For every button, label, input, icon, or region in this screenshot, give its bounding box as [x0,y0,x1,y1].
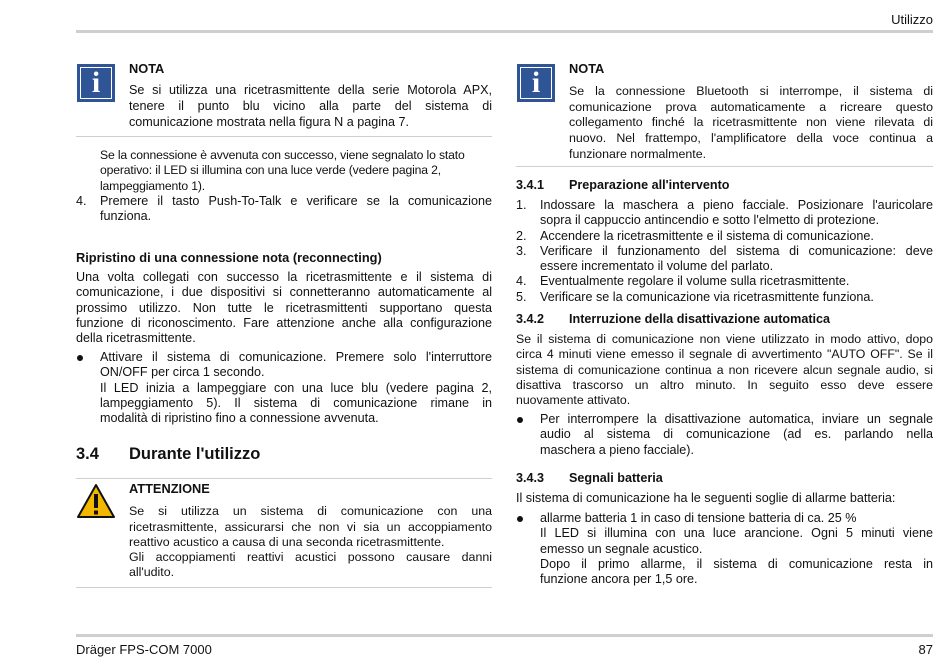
note-title: NOTA [129,61,165,76]
step3-continuation [100,148,492,194]
step-number: 1. [516,198,527,212]
bullet-line: ON/OFF per circa 1 secondo. [100,365,265,380]
step-line: sopra il cappuccio antincendio e sotto l'elmetto di protezione. [540,213,880,228]
warning-line: Se si utilizza un sistema di comunicazione con una [129,504,492,519]
paragraph-line: Se la connessione è avvenuta con successo, viene segnalato lo stato [100,148,465,162]
paragraph-line: della ricetrasmittente. [76,331,196,346]
step-number: 3. [516,243,527,258]
step-line: essere incrementato il volume del parlato. [540,259,774,274]
warning-title: ATTENZIONE [129,481,210,496]
step-number: 5. [516,289,527,304]
paragraph-line: nuovamente attivato. [516,393,631,408]
step-line: Eventualmente regolare il volume sulla ricetrasmittente. [540,274,850,289]
bullet-line: modalità di ripristino fino a connessione avvenuta. [100,411,379,426]
note-line: Se la connessione Bluetooth si interrompe, il sistema di [569,84,933,99]
subsection-heading-3-4-1 [516,178,933,192]
step-line: Verificare se la comunicazione via ricetrasmittente funziona. [540,289,874,304]
running-header: Utilizzo [891,12,933,27]
paragraph-line: disattiva trascorso un altro minuto. In seguito esso deve essere [516,377,933,392]
section-number: 3.4 [76,445,99,463]
bullet-line: allarme batteria 1 in caso di tensione batteria di ca. 25 % [540,511,857,525]
subsection-title: Segnali batteria [569,471,663,485]
battery-intro: Il sistema di comunicazione ha le seguenti soglie di allarme batteria: [516,491,896,505]
paragraph-line: funzione di riconoscimento. Fare attenzione anche alla configurazione [76,315,492,330]
warning-line: all'udito. [129,565,175,580]
note-title: NOTA [569,61,605,76]
subsection-number: 3.4.1 [516,178,545,192]
footer-rule [76,634,933,637]
note-line: tenere il punto blu vicino alla parte del sistema di [129,99,492,114]
subsection-title: Preparazione all'intervento [569,178,730,192]
warning-box [76,478,492,588]
bullet-line: Dopo il primo allarme, il sistema di comunicazione resta in [540,556,933,571]
note-line: collegamento finché la ricetrasmittente non viene rilevata di [569,115,933,130]
bullet-line: emesso un segnale acustico. [540,541,703,556]
list-item [516,198,933,229]
note-line: funzionare normalmente. [569,146,707,161]
info-icon: i [517,64,555,102]
paragraph-line: Se il sistema di comunicazione non viene utilizzato in modo attivo, dopo [516,332,933,346]
paragraph-line: Una volta collegati con successo la ricetrasmittente e il sistema di [76,270,492,284]
bullet-item [516,412,933,458]
bullet-item [516,511,933,587]
note-box-motorola [76,58,492,137]
step-number: 4. [516,274,527,289]
numbered-list [516,198,933,305]
list-item [516,274,933,289]
numbered-step [76,194,492,225]
bullet-icon [77,355,83,361]
paragraph-line: circa 4 minuti viene emesso il segnale di avvertimento "AUTO OFF". Se il [516,347,933,362]
step-number: 4. [76,194,87,208]
paragraph-line: prossimo utilizzo. Non tutte le ricetrasmittenti supportano questa [76,300,492,315]
subsection-title: Interruzione della disattivazione automatica [569,312,831,326]
list-item [516,229,933,244]
paragraph-line: lampeggiamento 1). [100,178,206,193]
subsection-number: 3.4.2 [516,312,545,326]
step-line: Indossare la maschera a pieno facciale. Posizionare l'auricolare [540,198,933,212]
section-title: Durante l'utilizzo [129,445,261,463]
bullet-line: funzione ancora per 1,5 ore. [540,572,698,587]
paragraph-line: comunicazione, i due dispositivi si connetteranno automaticamente al [76,285,492,300]
step-line: funziona. [100,209,152,224]
warning-icon [76,483,116,519]
bullet-line: maschera a pieno facciale). [540,442,695,457]
auto-off-paragraph [516,332,933,408]
bullet-item [76,350,492,426]
bullet-line: Il LED inizia a lampeggiare con una luce blu (vedere pagina 2, [100,380,492,395]
step-line: Accendere la ricetrasmittente e il sistema di comunicazione. [540,228,874,243]
bullet-line: lampeggiamento 5). Il sistema di comunicazione rimane in [100,395,492,410]
header-rule [76,30,933,33]
note-line: comunicazione prova automaticamente a ricreare questo [569,99,933,114]
subsection-heading-3-4-2 [516,312,933,326]
note-line: nuovo. Nel frattempo, l'amplificatore della voce continua a [569,131,933,146]
warning-line: Gli accoppiamenti reattivi acustici possono causare danni [129,550,492,565]
footer-product: Dräger FPS-COM 7000 [76,642,212,657]
list-item [516,290,933,305]
bullet-icon [517,516,523,522]
note-box-bluetooth [516,58,933,167]
info-icon: i [77,64,115,102]
bullet-line: Attivare il sistema di comunicazione. Premere solo l'interruttore [100,350,492,364]
warning-line: reattivo acustico a causa di una seconda ricetrasmittente. [129,534,445,549]
note-line: Se si utilizza una ricetrasmittente della serie Motorola APX, [129,83,492,98]
paragraph-line: operativo: il LED si illumina con una luce verde (vedere pagina 2, [100,163,442,178]
warning-line: ricetrasmittente, assicurarsi che non vi sia un accoppiamento [129,519,492,534]
section-heading [76,445,261,464]
bullet-line: audio al sistema di comunicazione (ad es. parlando nella [540,427,933,442]
bullet-line: Per interrompere la disattivazione automatica, inviare un segnale [540,412,933,426]
bullet-line: Il LED si illumina con una luce arancione. Ogni 5 minuti viene [540,526,933,541]
note-line: comunicazione mostrata nella figura N a pagina 7. [129,114,410,129]
subsection-heading-3-4-3 [516,471,933,485]
subsection-number: 3.4.3 [516,471,545,485]
list-item [516,244,933,275]
paragraph-line: sistema di comunicazione continua a non ricevere alcun segnale audio, si [516,362,933,377]
bullet-icon [517,417,523,423]
reconnect-heading: Ripristino di una connessione nota (reconnecting) [76,250,382,265]
page-number: 87 [918,642,933,657]
step-line: Verificare il funzionamento del sistema di comunicazione: deve [540,243,933,258]
step-number: 2. [516,228,527,243]
step-line: Premere il tasto Push-To-Talk e verificare se la comunicazione [100,194,492,208]
reconnect-paragraph [76,270,492,346]
